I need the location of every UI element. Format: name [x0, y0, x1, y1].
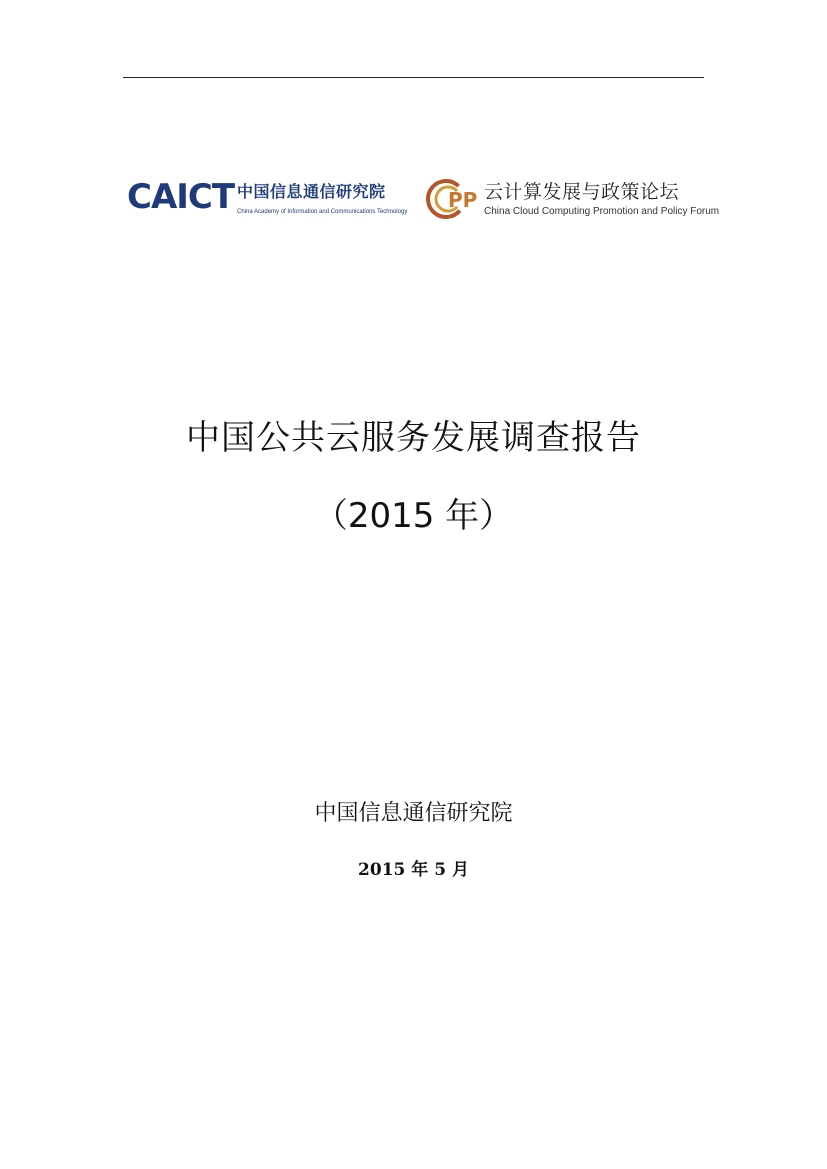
caict-name-cn: 中国信息通信研究院: [237, 182, 386, 201]
header-rule: [123, 77, 704, 78]
forum-logo-icon: [426, 178, 484, 220]
report-year: （2015 年）: [313, 496, 514, 536]
forum-mark-text: PP: [448, 188, 478, 212]
caict-name-en: China Academy of Information and Communications Technology: [237, 209, 408, 215]
publication-date: 2015 年 5 月: [358, 860, 469, 880]
organization-name: 中国信息通信研究院: [314, 801, 513, 826]
caict-logo: [127, 179, 412, 221]
forum-name-en: China Cloud Computing Promotion and Policy Forum: [484, 206, 720, 217]
report-title: 中国公共云服务发展调查报告: [186, 418, 641, 458]
forum-logo: [426, 178, 720, 222]
caict-wordmark: CAICT: [127, 177, 235, 217]
forum-name-cn: 云计算发展与政策论坛: [484, 181, 680, 203]
